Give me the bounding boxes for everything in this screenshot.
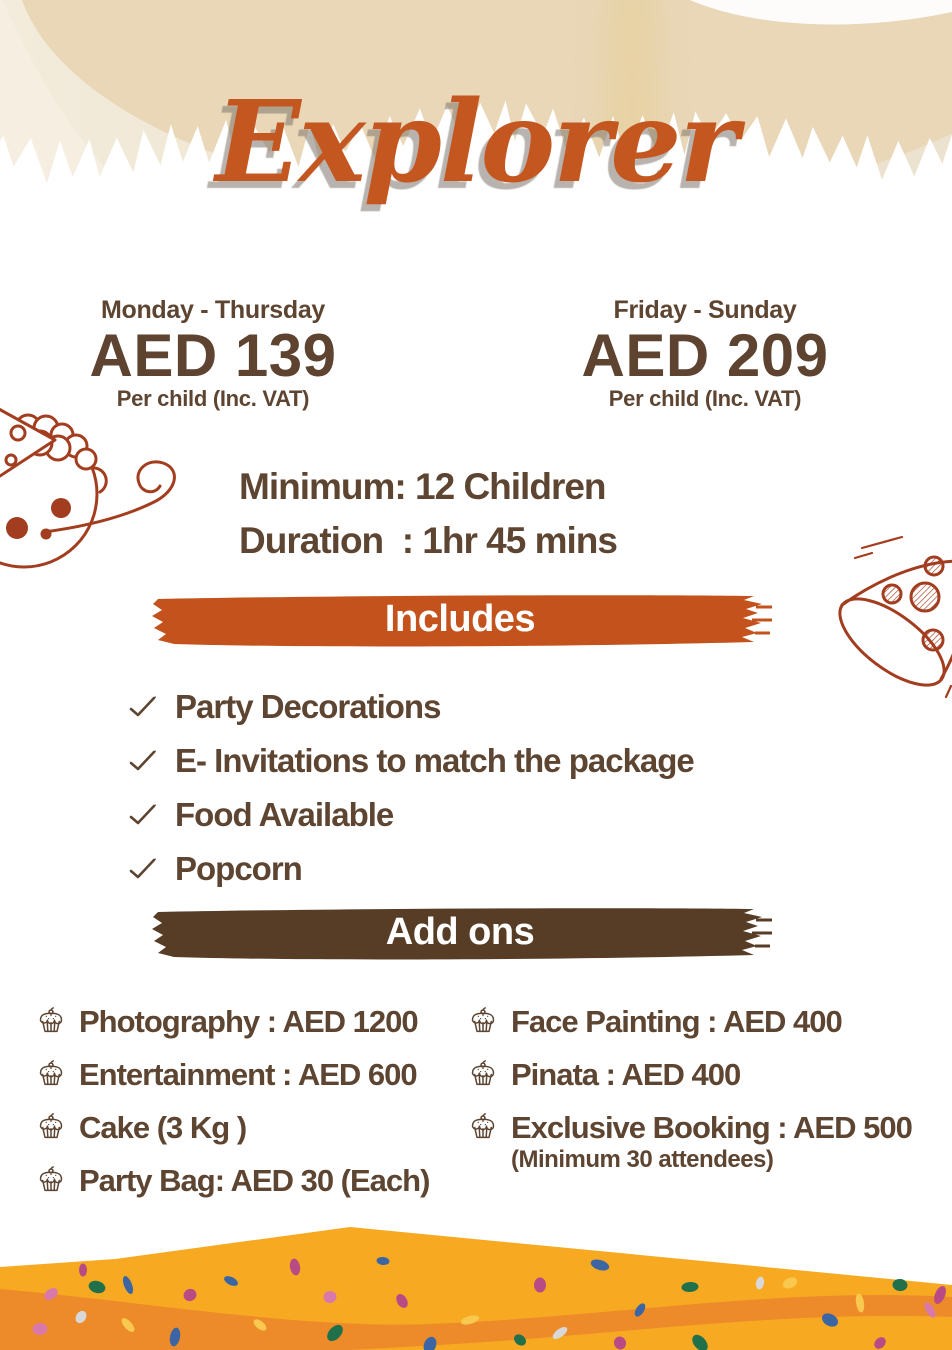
minimum-children-line — [239, 466, 617, 508]
cupcake-icon — [468, 1060, 498, 1090]
cupcake-icon — [468, 1007, 498, 1037]
clown-illustration — [0, 375, 200, 575]
cupcake-icon — [36, 1060, 66, 1090]
cupcake-icon — [36, 1113, 66, 1143]
minimum-label: Minimum: — [239, 466, 406, 507]
addons-banner — [148, 905, 772, 963]
check-icon — [128, 802, 158, 828]
includes-heading: Includes — [384, 598, 536, 640]
exclusive-booking-note: (Minimum 30 attendees) — [511, 1146, 774, 1173]
duration-label: Duration : — [239, 520, 414, 561]
weekend-days: Friday - Sunday — [613, 296, 797, 324]
duration-line — [239, 520, 617, 562]
page-title: Explorer — [215, 77, 737, 208]
include-item: Party Decorations — [128, 680, 694, 734]
addon-item: Cake (3 Kg ) — [36, 1101, 464, 1154]
addons-left-column — [36, 995, 464, 1207]
weekday-price: AED 139 — [89, 322, 337, 389]
check-icon — [128, 856, 158, 882]
weekday-days: Monday - Thursday — [100, 296, 326, 324]
addons-heading: Add ons — [385, 911, 535, 953]
weekend-note: Per child (Inc. VAT) — [608, 386, 802, 412]
weekend-price: AED 209 — [581, 322, 829, 389]
includes-list — [128, 680, 694, 896]
addon-item: Party Bag: AED 30 (Each) — [36, 1154, 464, 1207]
cupcake-icon — [36, 1007, 66, 1037]
include-item: Popcorn — [128, 842, 694, 896]
includes-banner — [148, 592, 772, 650]
price-block-weekend — [575, 296, 835, 412]
duration-value: 1hr 45 mins — [422, 520, 617, 561]
minimum-value: 12 Children — [415, 466, 606, 507]
include-item: E- Invitations to match the package — [128, 734, 694, 788]
package-details — [239, 466, 617, 562]
cupcake-icon — [36, 1166, 66, 1196]
addons-list — [36, 995, 926, 1207]
include-item: Food Available — [128, 788, 694, 842]
addon-item: Exclusive Booking : AED 500 — [468, 1101, 928, 1154]
addon-item: Pinata : AED 400 — [468, 1048, 928, 1101]
addon-item: Face Painting : AED 400 — [468, 995, 928, 1048]
check-icon — [128, 694, 158, 720]
weekday-note: Per child (Inc. VAT) — [116, 386, 310, 412]
addon-item: Entertainment : AED 600 — [36, 1048, 464, 1101]
addon-item: Photography : AED 1200 — [36, 995, 464, 1048]
check-icon — [128, 748, 158, 774]
footer-confetti-wave — [0, 1225, 952, 1350]
cupcake-icon — [468, 1113, 498, 1143]
party-cone-illustration — [830, 520, 952, 715]
addons-right-column — [468, 995, 928, 1174]
